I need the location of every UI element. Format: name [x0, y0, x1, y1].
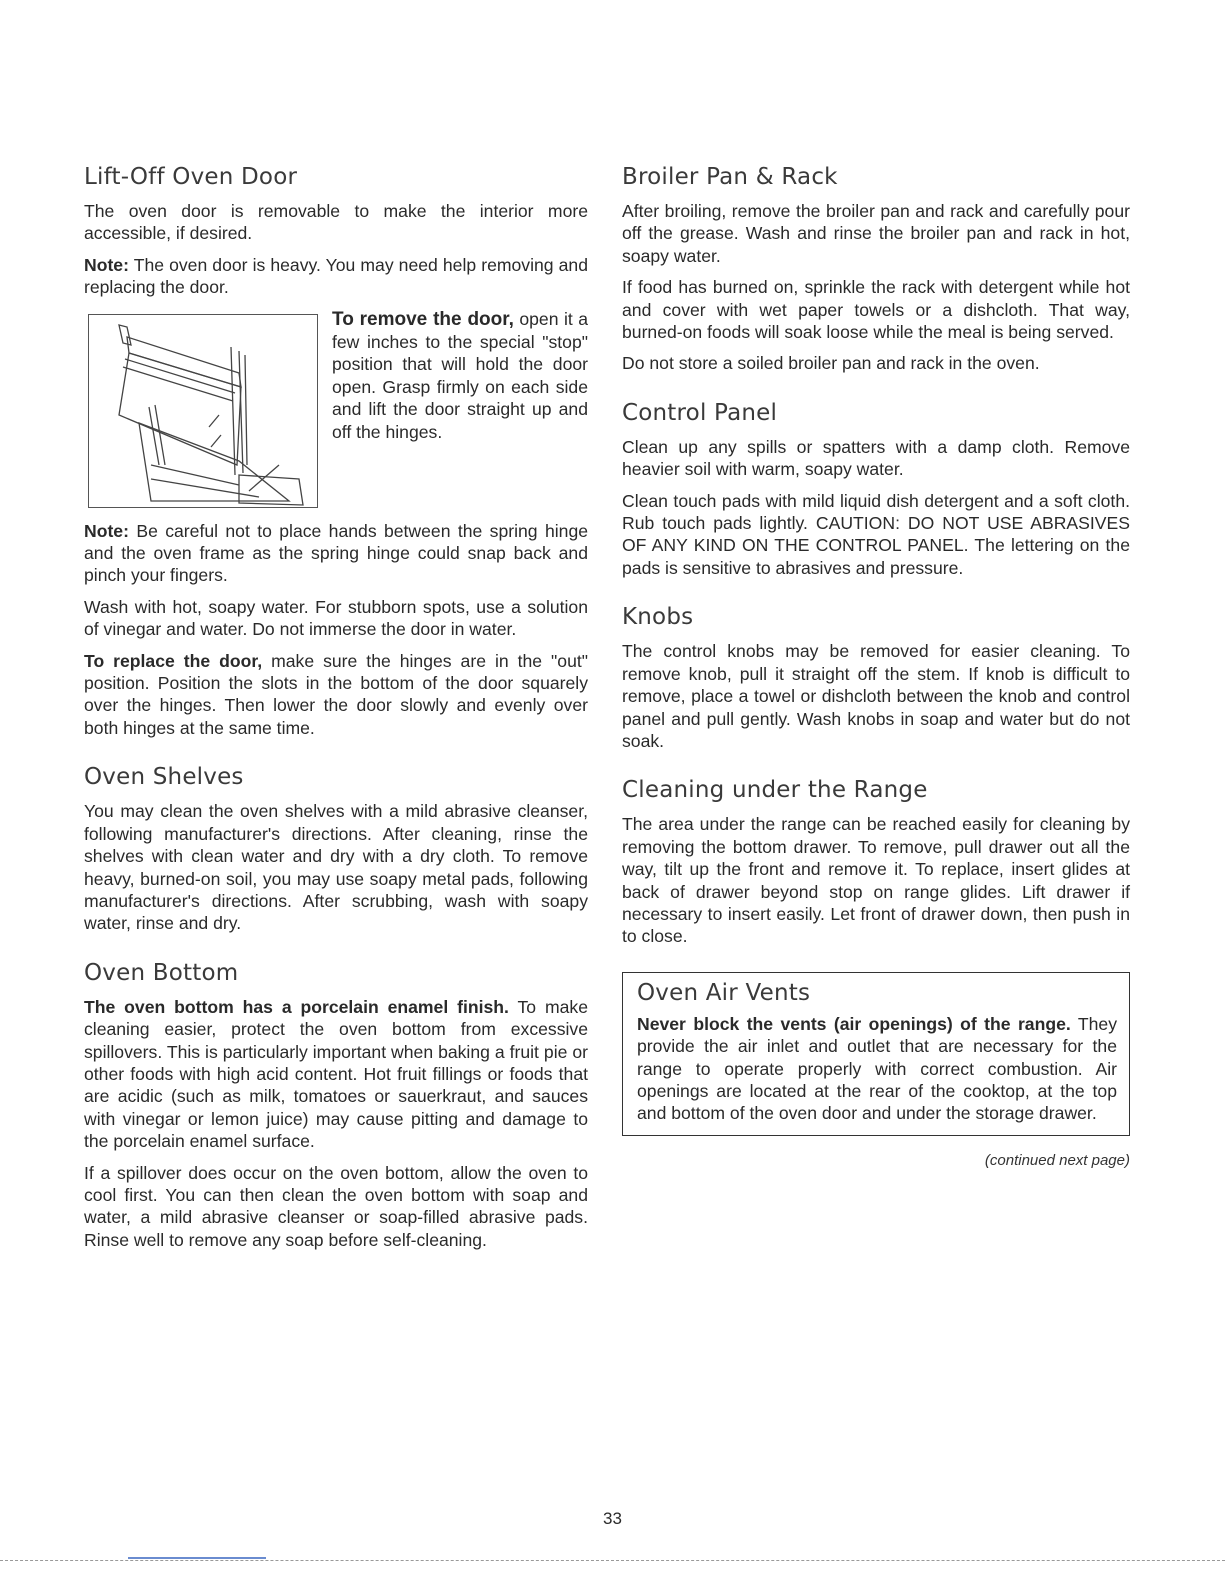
oven-bottom-text-1: [84, 996, 588, 1153]
note-text: The oven door is heavy. You may need help removing and replacing the door.: [84, 254, 588, 298]
heading-oven-bottom: Oven Bottom: [84, 959, 239, 986]
page-number: 33: [603, 1509, 622, 1528]
note-label: Note:: [84, 520, 129, 541]
oven-bottom-lead: The oven bottom has a porcelain enamel finish.: [84, 996, 509, 1017]
note-label: Note:: [84, 254, 129, 275]
lift-off-note-hinge: [84, 520, 588, 587]
replace-door-text: make sure the hinges are in the "out" position. Position the slots in the bottom of the door squarely over the hinges. Then lower the door slowly and evenly over both hinges at the same time.: [84, 650, 589, 738]
door-lift-drawing: [89, 315, 317, 507]
heading-lift-off-oven-door: Lift-Off Oven Door: [84, 164, 298, 190]
heading-oven-shelves: Oven Shelves: [84, 764, 244, 791]
bottom-edge-mark: [128, 1557, 266, 1559]
knobs-text: The control knobs may be removed for easier cleaning. To remove knob, pull it straight off the stem. If knob is difficult to remove, place a towel or dishcloth between the knob and control panel and pull gently. Wash knobs in soap and water but do not soak.: [622, 641, 1130, 751]
section-oven-bottom: [84, 959, 588, 1251]
oven-shelves-text: You may clean the oven shelves with a mild abrasive cleanser, following manufacturer's directions. After cleaning, rinse the shelves with clean water and dry with a dry cloth. To remove heavy, burned-on soil, you may use soapy metal pads, following manufacturer's directions. After scrubbing, wash with soapy water, rinse and dry.: [84, 801, 588, 934]
door-wash-instructions: Wash with hot, soapy water. For stubborn spots, use a solution of vinegar and water. Do not immerse the door in water.: [84, 596, 588, 640]
heading-oven-air-vents: Oven Air Vents: [637, 979, 811, 1006]
section-oven-shelves: [84, 763, 588, 934]
remove-door-text: open it a few inches to the special "stop" position that will hold the door open. Grasp firmly on each side and lift the door straight up and off the hinges.: [332, 308, 588, 442]
left-column: [84, 163, 588, 1275]
section-knobs: [622, 603, 1130, 752]
heading-control-panel: Control Panel: [622, 399, 778, 426]
remove-door-label: To remove the door,: [332, 308, 514, 330]
right-column: [622, 163, 1130, 1169]
oven-bottom-text-2: If a spillover does occur on the oven bottom, allow the oven to cool first. You can then clean the oven bottom with soap and water, a mild abrasive cleanser or soap-filled abrasive pads. Rinse well to remove any soap before self-cleaning.: [84, 1162, 588, 1250]
heading-broiler-pan: Broiler Pan & Rack: [622, 164, 838, 190]
lift-off-note-heavy: [84, 254, 588, 299]
continued-next-page: (continued next page): [984, 1151, 1130, 1169]
broiler-text-2: If food has burned on, sprinkle the rack with detergent while hot and cover with wet paper towels or a dishcloth. That way, burned-on foods will soak loose while the meal is being served.: [622, 277, 1130, 343]
lift-off-intro: The oven door is removable to make the interior more accessible, if desired.: [84, 201, 588, 244]
bottom-dashed-rule: [0, 1560, 1225, 1561]
heading-cleaning-under-range: Cleaning under the Range: [622, 777, 928, 804]
replace-door-label: To replace the door,: [84, 650, 263, 671]
oven-bottom-body: To make cleaning easier, protect the oven bottom from excessive spillovers. This is particularly important when baking a fruit pie or other foods with high acid content. Hot fruit fillings or foods that are acidic (such as milk, tomatoes or sauerkraut, and sauces with vinegar or lemon juice) may cause pitting and damage to the porcelain enamel surface.: [84, 996, 588, 1152]
air-vents-lead: Never block the vents (air openings) of the range.: [637, 1013, 1071, 1034]
section-lift-off-oven-door: [84, 163, 588, 739]
note-text: Be careful not to place hands between the spring hinge and the oven frame as the spring hinge could snap back and pinch your fingers.: [84, 520, 589, 586]
section-cleaning-under-range: [622, 776, 1130, 947]
heading-knobs: Knobs: [622, 604, 694, 631]
door-replace-instructions: [84, 650, 588, 740]
oven-air-vents-box: [622, 972, 1130, 1136]
section-broiler-pan: [622, 163, 1130, 375]
air-vents-body: They provide the air inlet and outlet that are necessary for the range to operate properly with correct combustion. Air openings are located at the rear of the cooktop, at the top and bottom of the oven door and under the storage drawer.: [637, 1013, 1117, 1124]
oven-door-illustration: [88, 314, 318, 508]
door-removal-block: [84, 308, 588, 514]
broiler-text-1: After broiling, remove the broiler pan and rack and carefully pour off the grease. Wash and rinse the broiler pan and rack in hot, soapy water.: [622, 201, 1130, 266]
control-panel-text-1: Clean up any spills or spatters with a damp cloth. Remove heavier soil with warm, soapy water.: [622, 436, 1130, 480]
under-range-text: The area under the range can be reached easily for cleaning by removing the bottom drawer. To remove, pull drawer out all the way, tilt up the front and remove it. To replace, insert glides at back of drawer beyond stop on range glides. Lift drawer if necessary to insert easily. Let front of drawer down, then push in to close.: [622, 814, 1130, 947]
control-panel-text-2: Clean touch pads with mild liquid dish detergent and a soft cloth. Rub touch pads lightly. CAUTION: DO NOT USE ABRASIVES OF ANY KIND ON THE CONTROL PANEL. The lettering on the pads is sensitive to abrasives and pressure.: [622, 490, 1130, 578]
air-vents-text: [637, 1013, 1117, 1125]
section-control-panel: [622, 399, 1130, 579]
broiler-text-3: Do not store a soiled broiler pan and rack in the oven.: [622, 353, 1040, 374]
